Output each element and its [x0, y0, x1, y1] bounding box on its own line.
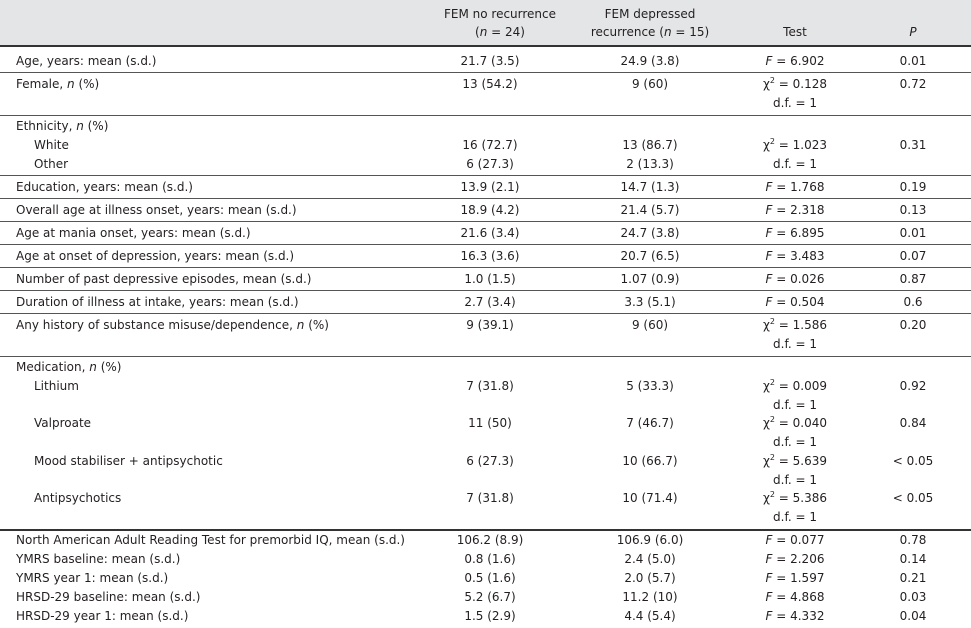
cell-test: F = 3.483 — [765, 249, 825, 263]
cell-no-recurrence: 6 (27.3) — [466, 454, 514, 468]
cell-test: F = 1.597 — [765, 571, 825, 585]
cell-test: $\chi^2 = 1.023$ — [762, 137, 828, 152]
cell-test: $\chi^2 = 0.128$ — [762, 76, 828, 91]
row-label: YMRS baseline: mean (s.d.) — [16, 552, 181, 566]
cell-test: $\chi^2 = 0.009$ — [762, 378, 828, 393]
cell-no-recurrence: 106.2 (8.9) — [456, 533, 524, 547]
cell-p: 0.92 — [899, 379, 927, 393]
cell-depressed-recurrence: 5 (33.3) — [626, 379, 674, 393]
row-divider — [0, 267, 971, 268]
row-label: White — [34, 138, 69, 152]
cell-p: 0.07 — [899, 249, 927, 263]
cell-test: F = 2.206 — [765, 552, 825, 566]
cell-p: 0.01 — [899, 54, 927, 68]
header-col1-line2: (n = 24) — [475, 25, 525, 39]
cell-depressed-recurrence: 4.4 (5.4) — [624, 609, 676, 623]
cell-p: 0.31 — [899, 138, 927, 152]
cell-depressed-recurrence: 10 (66.7) — [622, 454, 678, 468]
cell-test: F = 4.868 — [765, 590, 825, 604]
cell-no-recurrence: 1.0 (1.5) — [464, 272, 516, 286]
cell-depressed-recurrence: 2.4 (5.0) — [624, 552, 676, 566]
cell-no-recurrence: 18.9 (4.2) — [460, 203, 520, 217]
row-divider — [0, 313, 971, 314]
cell-no-recurrence: 9 (39.1) — [466, 318, 514, 332]
cell-test: $\chi^2 = 0.040$ — [762, 415, 828, 430]
cell-depressed-recurrence: 10 (71.4) — [622, 491, 678, 505]
cell-no-recurrence: 0.8 (1.6) — [464, 552, 516, 566]
row-divider — [0, 244, 971, 245]
cell-test: F = 0.504 — [765, 295, 825, 309]
table-header — [0, 0, 971, 45]
row-divider — [0, 198, 971, 199]
cell-p: < 0.05 — [892, 491, 934, 505]
cell-no-recurrence: 21.7 (3.5) — [460, 54, 520, 68]
header-col-p: P — [909, 25, 917, 39]
cell-test-df: d.f. = 1 — [773, 337, 817, 351]
cell-test-df: d.f. = 1 — [773, 435, 817, 449]
row-label: Any history of substance misuse/dependence, n (%) — [16, 318, 329, 332]
row-divider — [0, 72, 971, 73]
cell-p: 0.01 — [899, 226, 927, 240]
row-label: Valproate — [34, 416, 92, 430]
header-col-no-recurrence — [410, 5, 590, 41]
cell-depressed-recurrence: 14.7 (1.3) — [620, 180, 680, 194]
cell-test-df: d.f. = 1 — [773, 157, 817, 171]
cell-p: 0.13 — [899, 203, 927, 217]
cell-p: 0.14 — [899, 552, 927, 566]
row-divider — [0, 115, 971, 116]
cell-no-recurrence: 2.7 (3.4) — [464, 295, 516, 309]
cell-depressed-recurrence: 106.9 (6.0) — [616, 533, 684, 547]
cell-test: F = 1.768 — [765, 180, 825, 194]
cell-test: $\chi^2 = 1.586$ — [762, 317, 828, 332]
cell-p: 0.19 — [899, 180, 927, 194]
cell-test-df: d.f. = 1 — [773, 398, 817, 412]
cell-test: F = 2.318 — [765, 203, 825, 217]
cell-p: 0.87 — [899, 272, 927, 286]
cell-depressed-recurrence: 2.0 (5.7) — [624, 571, 676, 585]
cell-depressed-recurrence: 9 (60) — [631, 318, 669, 332]
cell-p: 0.03 — [899, 590, 927, 604]
cell-no-recurrence: 7 (31.8) — [466, 379, 514, 393]
cell-p: 0.84 — [899, 416, 927, 430]
row-label: Age at onset of depression, years: mean (s.d.) — [16, 249, 295, 263]
row-label: Age at mania onset, years: mean (s.d.) — [16, 226, 251, 240]
cell-depressed-recurrence: 2 (13.3) — [626, 157, 674, 171]
header-col1-line1: FEM no recurrence — [443, 7, 557, 21]
cell-no-recurrence: 21.6 (3.4) — [460, 226, 520, 240]
cell-p: 0.6 — [903, 295, 923, 309]
cell-p: 0.72 — [899, 77, 927, 91]
row-label: Age, years: mean (s.d.) — [16, 54, 157, 68]
cell-depressed-recurrence: 24.9 (3.8) — [620, 54, 680, 68]
row-label: Duration of illness at intake, years: mean (s.d.) — [16, 295, 299, 309]
row-label: YMRS year 1: mean (s.d.) — [16, 571, 169, 585]
cell-no-recurrence: 16.3 (3.6) — [460, 249, 520, 263]
row-divider — [0, 290, 971, 291]
cell-no-recurrence: 1.5 (2.9) — [464, 609, 516, 623]
row-label: North American Adult Reading Test for premorbid IQ, mean (s.d.) — [16, 533, 405, 547]
cell-no-recurrence: 6 (27.3) — [466, 157, 514, 171]
row-label: Education, years: mean (s.d.) — [16, 180, 193, 194]
row-divider — [0, 175, 971, 176]
cell-test: F = 6.902 — [765, 54, 825, 68]
cell-test: $\chi^2 = 5.386$ — [762, 490, 828, 505]
header-rule — [0, 45, 971, 47]
header-col2-line2: recurrence (n = 15) — [590, 25, 710, 39]
cell-depressed-recurrence: 7 (46.7) — [626, 416, 674, 430]
row-label: Number of past depressive episodes, mean (s.d.) — [16, 272, 312, 286]
header-col-depressed-recurrence — [570, 5, 730, 41]
cell-depressed-recurrence: 11.2 (10) — [622, 590, 678, 604]
cell-test: F = 4.332 — [765, 609, 825, 623]
row-label: Medication, n (%) — [16, 360, 122, 374]
header-col2-line1: FEM depressed — [604, 7, 696, 21]
cell-test: F = 0.077 — [765, 533, 825, 547]
cell-no-recurrence: 13.9 (2.1) — [460, 180, 520, 194]
cell-p: < 0.05 — [892, 454, 934, 468]
row-label: HRSD-29 baseline: mean (s.d.) — [16, 590, 201, 604]
cell-depressed-recurrence: 20.7 (6.5) — [620, 249, 680, 263]
cell-depressed-recurrence: 9 (60) — [631, 77, 669, 91]
row-divider — [0, 221, 971, 222]
cell-no-recurrence: 5.2 (6.7) — [464, 590, 516, 604]
row-label: HRSD-29 year 1: mean (s.d.) — [16, 609, 189, 623]
row-label: Other — [34, 157, 69, 171]
header-col-test: Test — [783, 25, 807, 39]
cell-no-recurrence: 0.5 (1.6) — [464, 571, 516, 585]
cell-test: F = 0.026 — [765, 272, 825, 286]
cell-p: 0.21 — [899, 571, 927, 585]
cell-test-df: d.f. = 1 — [773, 473, 817, 487]
cell-depressed-recurrence: 21.4 (5.7) — [620, 203, 680, 217]
row-label: Ethnicity, n (%) — [16, 119, 109, 133]
cell-p: 0.78 — [899, 533, 927, 547]
cell-depressed-recurrence: 24.7 (3.8) — [620, 226, 680, 240]
cell-no-recurrence: 13 (54.2) — [462, 77, 518, 91]
cell-test-df: d.f. = 1 — [773, 96, 817, 110]
cell-no-recurrence: 7 (31.8) — [466, 491, 514, 505]
cell-test-df: d.f. = 1 — [773, 510, 817, 524]
cell-test: $\chi^2 = 5.639$ — [762, 453, 828, 468]
cell-p: 0.04 — [899, 609, 927, 623]
cell-no-recurrence: 11 (50) — [468, 416, 512, 430]
row-label: Overall age at illness onset, years: mean (s.d.) — [16, 203, 297, 217]
cell-no-recurrence: 16 (72.7) — [462, 138, 518, 152]
cell-depressed-recurrence: 3.3 (5.1) — [624, 295, 676, 309]
cell-depressed-recurrence: 1.07 (0.9) — [620, 272, 680, 286]
cell-test: F = 6.895 — [765, 226, 825, 240]
row-label: Lithium — [34, 379, 79, 393]
cell-p: 0.20 — [899, 318, 927, 332]
cell-depressed-recurrence: 13 (86.7) — [622, 138, 678, 152]
row-divider — [0, 356, 971, 357]
row-label: Female, n (%) — [16, 77, 100, 91]
row-label: Antipsychotics — [34, 491, 122, 505]
row-label: Mood stabiliser + antipsychotic — [34, 454, 223, 468]
